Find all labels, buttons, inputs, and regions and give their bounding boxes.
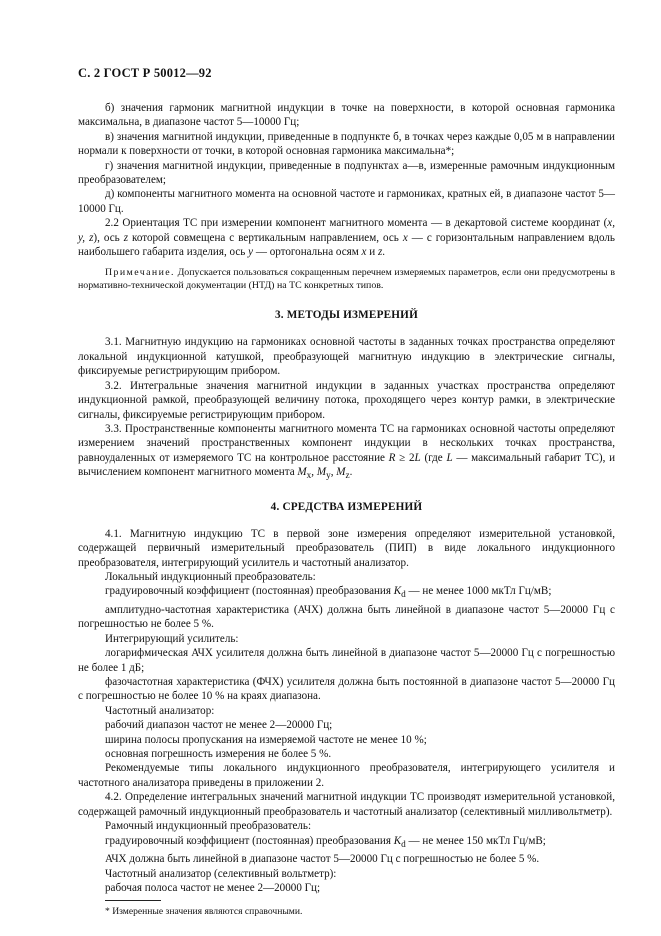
analyzer-range: рабочий диапазон частот не менее 2—20000 Гц; (105, 719, 333, 732)
paragraph-3-1: 3.1. Магнитную индукцию на гармониках основной частоты в заданных точках пространства определяют локальной индукционной катушкой, преобразующей магнитную индукцию в электрические сигналы, фиксируемые регистрирующим прибором. (78, 336, 615, 378)
intro-item-d: д) компоненты магнитного момента на основной частоте и гармониках, кратных ей, в диапазоне частот 5—10000 Гц. (78, 188, 615, 215)
integrating-amp-pfc: фазочастотная характеристика (ФЧХ) усилителя должна быть постоянной в диапазоне частот 5—20000 Гц с погрешностью не более 10 % на краях диапазона. (78, 676, 615, 703)
analyzer-error: основная погрешность измерения не более 5 %. (105, 748, 332, 761)
paragraph-2-2: 2.2 Ориентация ТС при измерении компонент магнитного момента — в декартовой системе координат (x, y, z), ось z которой совмещена с вертикальным направлением, ось x — с горизонтальным направлением вдоль наибольшего габарита изделия, ось y — ортогональна осям x и z. (78, 217, 615, 259)
analyzer-bandwidth: ширина полосы пропускания на измеряемой частоте не менее 10 %; (105, 733, 427, 746)
integrating-amp-heading: Интегрирующий усилитель: (105, 632, 239, 645)
frame-converter-afc: АЧХ должна быть линейной в диапазоне частот 5—20000 Гц с погрешностью не более 5 %. (105, 853, 540, 866)
intro-item-b: б) значения гармоник магнитной индукции в точке на поверхности, в которой основная гармоника максимальна, в диапазоне частот 5—10000 Гц; (78, 102, 615, 129)
footnote: * Измеренные значения являются справочными. (105, 906, 303, 918)
paragraph-4-2: 4.2. Определение интегральных значений магнитной индукции ТС производят измерительной установкой, содержащей рамочный индукционный преобразователь и частотный анализатор (селективный милливольтметр). (78, 791, 615, 818)
local-converter-coefficient: градуировочный коэффициент (постоянная) преобразования $K_d$ — не менее 1000 мкТл Гц/мВ; (105, 585, 552, 601)
recommended-types: Рекомендуемые типы локального индукционного преобразователя, интегрирующего усилителя и частотного анализатора приведены в приложении 2. (78, 762, 615, 789)
note-label: Примечание. (105, 267, 175, 279)
footnote-divider (105, 900, 161, 901)
paragraph-4-1: 4.1. Магнитную индукцию ТС в первой зоне измерения определяют измерительной установкой, содержащей первичный измерительный преобразователь (ПИП) в виде локального индукционного преобразователя, интегрирующий усилитель и частотный анализатор. (78, 527, 615, 569)
note-text: Допускается пользоваться сокращенным перечнем измеряемых параметров, если они предусмотрены в нормативно-технической документации (НТД) на ТС конкретных типов. (78, 267, 615, 292)
selective-voltmeter-band: рабочая полоса частот не менее 2—20000 Гц; (105, 881, 321, 894)
local-converter-heading: Локальный индукционный преобразователь: (105, 570, 316, 583)
intro-item-g: г) значения магнитной индукции, приведенные в подпунктах а—в, измеренные рамочным индукционным преобразователем; (78, 159, 615, 187)
document-page (78, 66, 615, 918)
note (78, 266, 615, 292)
section-4-title: 4. СРЕДСТВА ИЗМЕРЕНИЙ (270, 500, 423, 513)
paragraph-3-3: 3.3. Пространственные компоненты магнитного момента ТС на гармониках основной частоты определяют измерением значений пространственных компонент индукции в нескольких точках пространства, равноудаленных от измеряемого ТС на контрольное расстояние R ≥ 2L (где L — максимальный габарит ТС), и вычислением компонент магнитного момента $M_x$, $M_y$, $M_z$. (78, 422, 616, 482)
frame-converter-heading: Рамочный индукционный преобразователь: (105, 820, 312, 833)
selective-voltmeter-heading: Частотный анализатор (селективный вольтметр): (105, 867, 337, 880)
integrating-amp-afc: логарифмическая АЧХ усилителя должна быть линейной в диапазоне частот 5—20000 Гц с погрешностью не более 1 дБ; (78, 647, 615, 674)
local-converter-afc: амплитудно-частотная характеристика (АЧХ) должна быть линейной в диапазоне частот 5—20000 Гц с погрешностью не более 5 %. (78, 604, 615, 631)
frame-converter-coefficient: градуировочный коэффициент (постоянная) преобразования $K_d$ — не менее 150 мкТл Гц/мВ; (105, 834, 546, 850)
section-3-title: 3. МЕТОДЫ ИЗМЕРЕНИЙ (275, 309, 418, 322)
analyzer-heading: Частотный анализатор: (105, 704, 215, 717)
page-header: С. 2 ГОСТ Р 50012—92 (78, 66, 212, 80)
intro-item-v: в) значения магнитной индукции, приведенные в подпункте б, в точках через каждые 0,05 м в направлении нормали к поверхности от точки, в которой основная гармоника максимальна*; (78, 130, 615, 158)
paragraph-3-2: 3.2. Интегральные значения магнитной индукции в заданных участках пространства определяют индукционной рамкой, преобразующей величину потока, проходящего через контур рамки, в электрические сигналы, фиксируемые регистрирующим прибором. (78, 379, 615, 421)
